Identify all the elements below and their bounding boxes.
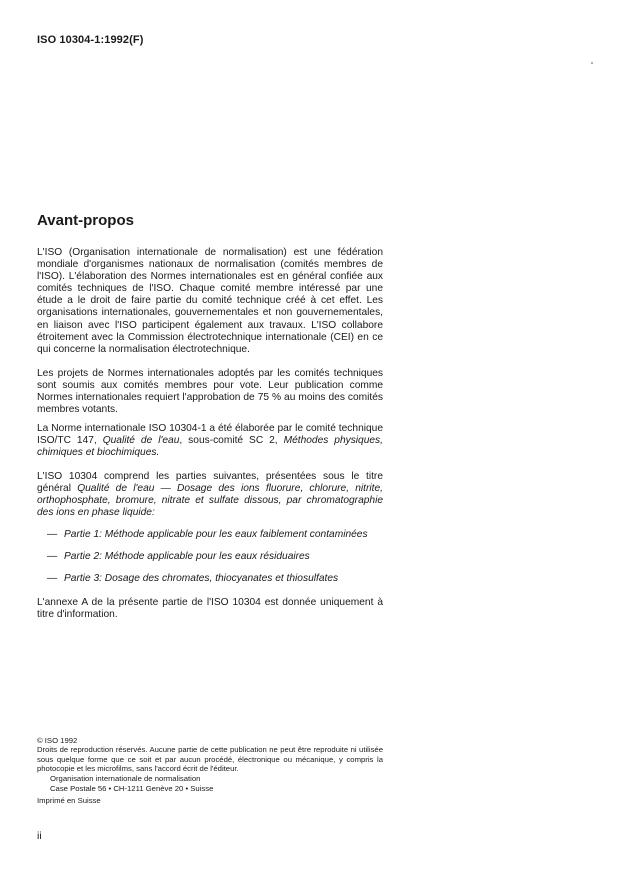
paragraph-committee-water-quality: Qualité de l'eau (102, 435, 180, 447)
page-number: ii (37, 830, 42, 842)
paragraph-committee-part-a: La Norme internationale ISO 10304-1 a été élaborée par le comité technique ISO/TC 147, (37, 423, 383, 447)
copyright-line: © ISO 1992 (37, 736, 78, 745)
list-item-part-3 (47, 573, 387, 585)
list-dash: — (47, 573, 58, 584)
list-dash: — (47, 529, 58, 540)
paragraph-committee-methods: Méthodes physiques, chimiques et biochimiques. (37, 435, 383, 459)
paragraph-parts-intro-text: L'ISO 10304 comprend les parties suivantes, présentées sous le titre général (37, 471, 383, 495)
document-header-id: ISO 10304-1:1992(F) (37, 34, 144, 46)
section-title: Avant-propos (37, 212, 134, 229)
paragraph-committee (37, 423, 383, 459)
paragraph-parts-intro-title: Qualité de l'eau — Dosage des ions fluorure, chlorure, nitrite, orthophosphate, bromure, nitrate et sulfate dissous, par chromatographie des ions en phase liquide: (37, 483, 383, 519)
printed-in: Imprimé en Suisse (37, 796, 101, 805)
paragraph-parts-intro (37, 471, 383, 519)
publisher-name: Organisation internationale de normalisation (50, 774, 201, 783)
publisher-address: Case Postale 56 • CH-1211 Genève 20 • Suisse (50, 784, 214, 793)
list-item-text: Partie 3: Dosage des chromates, thiocyanates et thiosulfates (64, 573, 339, 584)
scan-speck (591, 62, 593, 64)
list-item-part-1 (47, 529, 387, 541)
list-dash: — (47, 551, 58, 562)
list-item-text: Partie 2: Méthode applicable pour les eaux résiduaires (64, 551, 310, 562)
list-item-part-2 (47, 551, 387, 563)
paragraph-annex: L'annexe A de la présente partie de l'ISO 10304 est donnée uniquement à titre d'information. (37, 597, 383, 621)
list-item-text: Partie 1: Méthode applicable pour les eaux faiblement contaminées (64, 529, 368, 540)
rights-notice: Droits de reproduction réservés. Aucune partie de cette publication ne peut être reproduite ni utilisée sous quelque forme que ce soit et par aucun procédé, électronique ou mécanique, y compris la photocopie et les microfilms, sans l'accord écrit de l'éditeur. (37, 745, 383, 773)
paragraph-iso-intro: L'ISO (Organisation internationale de normalisation) est une fédération mondiale d'organismes nationaux de normalisation (comités membres de l'ISO). L'élaboration des Normes internationales est en général confiée aux comités techniques de l'ISO. Chaque comité membre intéressé par une étude a le droit de faire partie du comité technique créé à cet effet. Les organisations internationales, gouvernementales et non gouvernementales, en liaison avec l'ISO participent également aux travaux. L'ISO collabore étroitement avec la Commission électrotechnique internationale (CEI) en ce qui concerne la normalisation électrotechnique. (37, 247, 383, 355)
paragraph-committee-subcommittee: , sous-comité SC 2, (179, 435, 278, 447)
paragraph-voting: Les projets de Normes internationales adoptés par les comités techniques sont soumis aux comités membres pour vote. Leur publication comme Normes internationales requiert l'approbation de 75 % au moins des comités membres votants. (37, 368, 383, 416)
